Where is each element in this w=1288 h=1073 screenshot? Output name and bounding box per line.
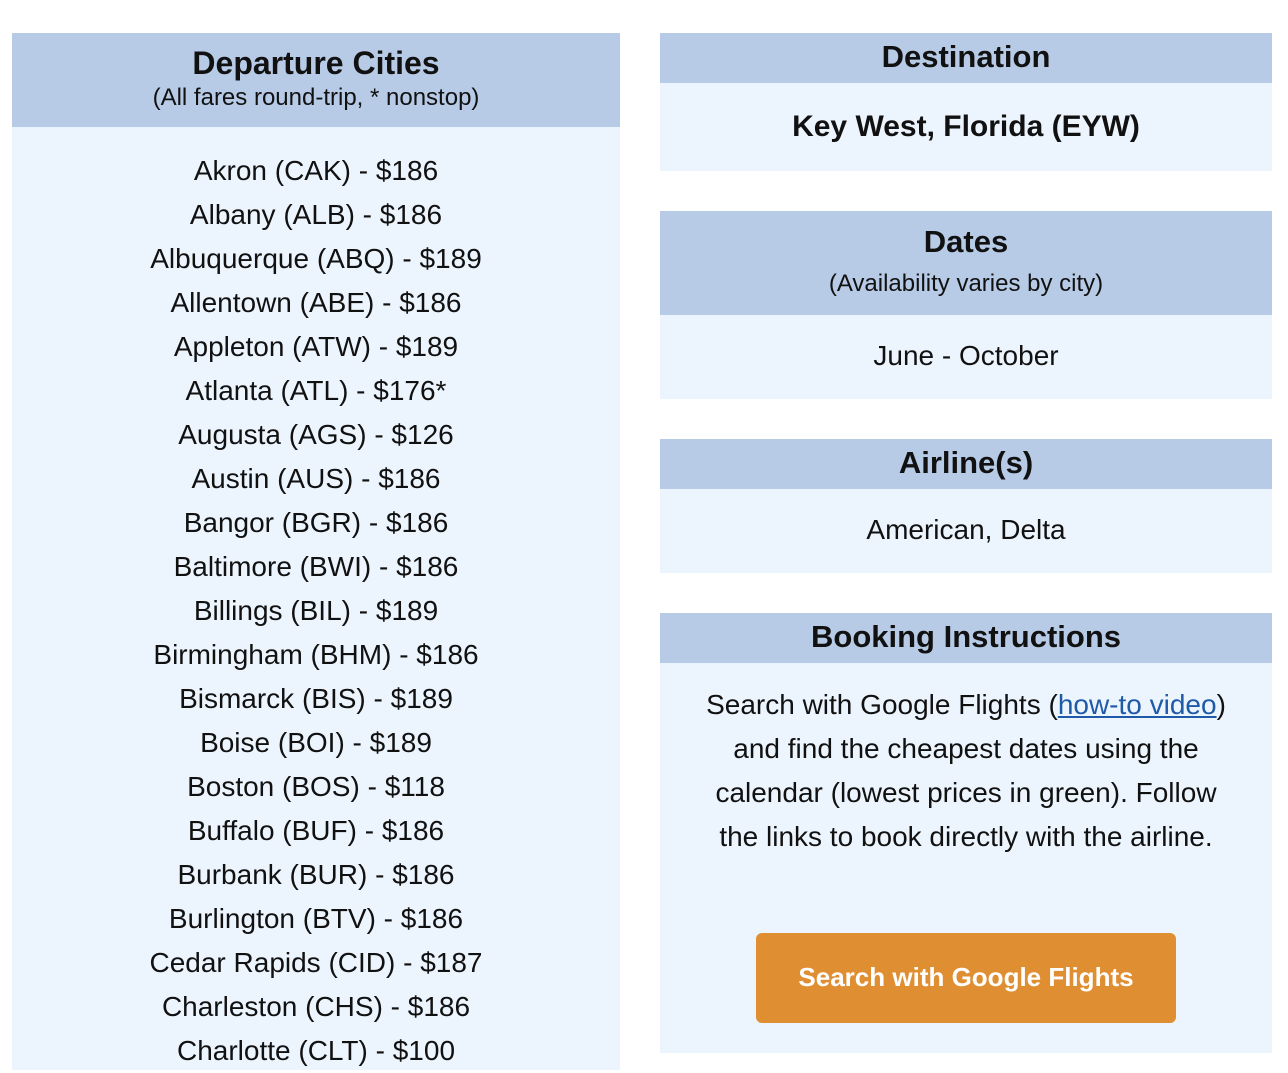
how-to-video-link[interactable]: how-to video [1057, 689, 1217, 720]
city-item: Baltimore (BWI) - $186 [173, 551, 459, 582]
city-item: Boston (BOS) - $118 [187, 771, 445, 802]
city-item: Burlington (BTV) - $186 [168, 903, 464, 934]
city-item: Allentown (ABE) - $186 [170, 287, 462, 318]
city-list [12, 127, 620, 1073]
destination-title: Destination [881, 39, 1051, 74]
dates-panel [660, 211, 1272, 399]
airline-header [660, 439, 1272, 489]
booking-panel [660, 613, 1272, 1053]
city-item: Albany (ALB) - $186 [189, 199, 443, 230]
departure-cities-subtitle: (All fares round-trip, * nonstop) [152, 84, 480, 111]
search-google-flights-button[interactable]: Search with Google Flights [756, 933, 1176, 1023]
airline-value: American, Delta [866, 514, 1066, 545]
city-item: Birmingham (BHM) - $186 [153, 639, 479, 670]
airline-title: Airline(s) [898, 445, 1034, 480]
city-item: Bangor (BGR) - $186 [183, 507, 449, 538]
city-item: Charlotte (CLT) - $100 [176, 1035, 456, 1066]
city-item: Augusta (AGS) - $126 [178, 419, 454, 450]
dates-title: Dates [923, 224, 1009, 259]
city-item: Cedar Rapids (CID) - $187 [149, 947, 483, 978]
booking-text-before: Search with Google Flights ( [706, 689, 1058, 720]
city-item: Charleston (CHS) - $186 [161, 991, 471, 1022]
city-item: Akron (CAK) - $186 [193, 155, 439, 186]
dates-subtitle: (Availability varies by city) [828, 270, 1104, 297]
departure-cities-title: Departure Cities [192, 45, 440, 81]
destination-panel [660, 33, 1272, 171]
city-item: Buffalo (BUF) - $186 [187, 815, 445, 846]
booking-text-after: ) and find the cheapest dates using the calendar (lowest prices in green). Follow the links to book directly with the airline. [715, 689, 1226, 852]
destination-value: Key West, Florida (EYW) [792, 110, 1140, 143]
city-item: Billings (BIL) - $189 [193, 595, 439, 626]
booking-instructions-text [660, 663, 1272, 859]
city-item: Bismarck (BIS) - $189 [179, 683, 453, 714]
dates-header [660, 211, 1272, 315]
airline-panel [660, 439, 1272, 573]
departure-cities-header [12, 33, 620, 127]
booking-header [660, 613, 1272, 663]
city-item: Atlanta (ATL) - $176* [185, 375, 447, 406]
city-item: Burbank (BUR) - $186 [177, 859, 455, 890]
city-item: Albuquerque (ABQ) - $189 [150, 243, 482, 274]
city-item: Austin (AUS) - $186 [191, 463, 441, 494]
departure-cities-panel [12, 33, 620, 1070]
city-item: Appleton (ATW) - $189 [173, 331, 459, 362]
booking-title: Booking Instructions [811, 619, 1121, 654]
dates-value: June - October [873, 340, 1059, 371]
destination-header [660, 33, 1272, 83]
city-item: Boise (BOI) - $189 [200, 727, 432, 758]
